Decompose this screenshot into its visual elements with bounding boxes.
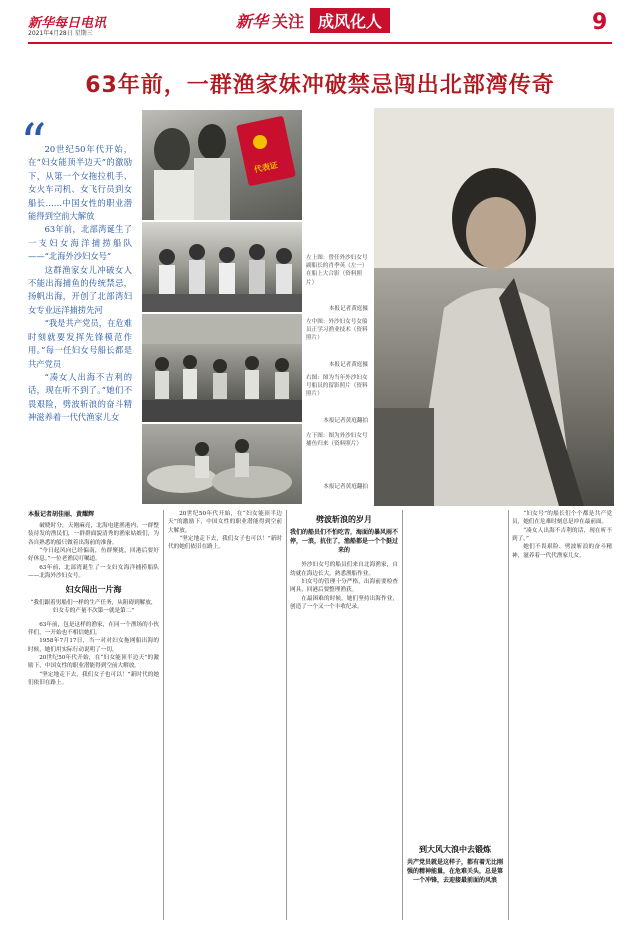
page-headline: 63年前，一群渔家妹冲破禁忌闯出北部湾传奇 [85,73,555,98]
photo-crew-boat-art [142,222,302,312]
photo-fish-haul-art [142,424,302,504]
article-paragraph: “妇女号”的船长们个个都是共产党员，她们在危难时刻总是冲在最前面。 [512,511,612,526]
intro-paragraph: 这群渔家女儿冲破女人不能出海捕鱼的传统禁忌，扬帆出海，开创了北部湾妇女专业远洋捕捞先河 [28,264,132,315]
article-column-5 [512,510,612,920]
article-paragraph: 1958年7月17日，当一对对妇女拖网船出海的时候，她们用实际行动说明了一切。 [28,638,159,653]
caption-top-credit: 本报记者黄庭摄 [328,306,368,312]
caption-bottom-text: 左下图：图为外沙妇女号捕鱼归来（资料照片） [306,433,368,448]
page-number: 9 [592,10,608,35]
caption-top-text: 左上图：曾任外沙妇女号副船长的肖季英（左一）在船上大合影（资料照片） [306,255,368,286]
article-paragraph: 外沙妇女号的船员们来自北海渔家，自幼就在海边长大，熟悉渔船作业。 [290,562,398,577]
article-paragraph: 20世纪50年代开始，在“妇女能顶半边天”的激励下，中国女性的职业潜能得到空前大解放。 [168,511,282,534]
pull-quote-1: “我们跟着男船们一样的生产任务，从阻碍到解放，妇女专的产量不次第一就是第二” [30,599,157,614]
caption-bottom-credit: 本报记者黄庭翻拍 [323,484,368,490]
section-name: 关注 [272,12,305,31]
caption-right [306,374,368,399]
article-paragraph: “今日起风向已经偏南，鱼群聚拢，回港后要好好休息。”一位老渔民叮嘱道。 [28,548,159,563]
subheading-3: 到大风大浪中去锻炼 [419,845,491,854]
article-byline: 本报记者胡佳丽、黄耀辉 [28,511,95,518]
article-paragraph: “坚定地走下去，我们女子也可以！”新时代的她们依旧在路上。 [168,536,282,551]
issue-date: 2021年4月28日 星期三 [28,30,93,37]
photo-crew-boat [142,222,302,312]
caption-mid-text: 左中图：外沙妇女号女船员正学习渔业技术（资料照片） [306,319,368,342]
article-column-2 [168,510,282,920]
article-column-1 [28,522,159,920]
caption-right-credit: 本报记者黄庭翻拍 [323,418,368,424]
article-paragraph: “坚定地走下去，我们女子也可以！”新时代的她们依旧在路上。 [28,671,159,687]
caption-right-text: 右图：图为当年外沙妇女号船员的留影照片（资料照片） [306,375,368,398]
masthead-rule [28,42,612,44]
caption-mid [306,318,368,343]
article-column-3 [290,510,398,920]
intro-summary [28,143,132,425]
photo-women-card-art [142,110,302,220]
caption-mid-credit: 本报记者黄庭摄 [328,362,368,368]
brand-mark: 新华 [236,12,269,31]
column-name: 成风化人 [310,8,390,33]
section-banner [236,8,390,33]
article-paragraph: 她们不畏艰险、劈波斩浪的奋斗精神，滋养着一代代渔家儿女。 [512,544,612,559]
column-divider [163,510,164,920]
article-paragraph: 63年前，北部湾诞生了一支妇女海洋捕捞船队——北海外沙妇女号。 [28,564,159,580]
article-paragraph: 63年前，包是这样的渔家，在同一个渔场的小伙伴们，一开始也不相信她们。 [28,621,159,637]
photo-woman-portrait [374,108,614,506]
column-divider [508,510,509,920]
caption-bottom [306,432,368,448]
card-label: 代表证 [253,160,279,175]
photo-woman-portrait-art [374,108,614,506]
column-divider [286,510,287,920]
column-divider [402,510,403,920]
article-paragraph: 妇女号的管理十分严格，出海前要检查网具，回港后要整理渔获。 [290,579,398,594]
subheading-2: 劈波斩浪的岁月 [316,515,372,524]
article-paragraph: 在最困难的时候，她们坚持出海作业，创造了一个又一个丰收纪录。 [290,595,398,611]
intro-paragraph: “凑女人出海不吉利的话，现在听不到了。”她们不畏艰险，劈波斩浪的奋斗精神滋养着一代代渔家儿女 [28,371,132,423]
intro-paragraph: 20世纪50年代开始，在“妇女能顶半边天”的激励下，从第一个女拖拉机手、女火车司机、女飞行员到女船长……中国女性的职业潜能得到空前大解放 [28,144,132,222]
intro-paragraph: 63年前，北部湾诞生了一支妇女海洋捕捞船队——“北海外沙妇女号” [28,224,132,262]
article-paragraph: “凑女人出海不吉利的话，现在听不到了。” [512,527,612,543]
caption-top [306,254,368,287]
article-paragraph: 破晓时分，天刚麻亮，北海电建渔港内，一群整装待发的渔民们，一群群面貌清秀的渔家姑娘们，为各自熟悉的船只做着出海前的准备。 [28,523,159,546]
quote-mark-icon: “ [20,114,47,174]
photo-fish-haul [142,424,302,504]
lead-quote-2: 我们的船员们不怕吃苦，海面的暴风雨不停，一浪，抗住了，渔船都是一个个挺过来的 [290,529,398,555]
newspaper-logo: 新华每日电讯 [28,16,107,31]
photo-women-card [142,110,302,220]
article-paragraph: 20世纪50年代开始，在“妇女能顶半边天”的激励下，中国女性的职业潜能得到空前大解放。 [28,655,159,670]
lead-quote-3: 共产党员就是这样子，都有着无比刚强的精神能量，在危难关头，总是第一个冲锋，去迎接最前面的风浪 [406,859,503,885]
photo-dock-work-art [142,314,302,422]
article-column-4 [406,510,504,920]
photo-dock-work [142,314,302,422]
intro-paragraph: “我是共产党员，在危难时刻就要发挥先锋模范作用。”每一任妇女号船长都是共产党员 [28,318,132,369]
subheading-1: 妇女闯出一片海 [65,585,122,595]
